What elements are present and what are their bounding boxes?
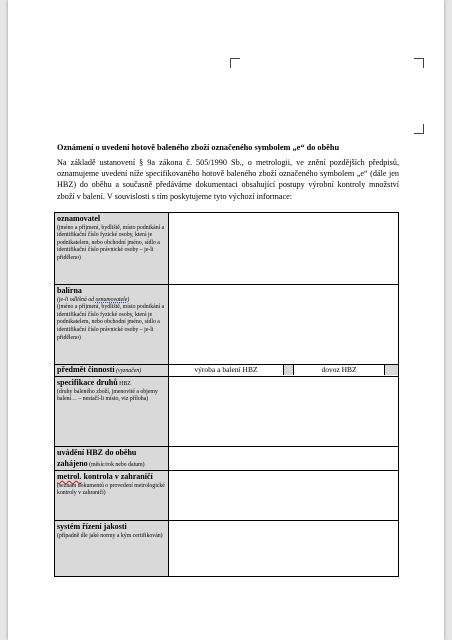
specifikace-desc: (druhy baleného zboží, jmenovité a objemy balení… – nestačí-li místo, viz příloha): [57, 388, 158, 403]
system-desc: (případně dle jaké normy a kým certifikován): [57, 532, 163, 539]
balirna-note-pre: (je-li odlišná od: [57, 296, 96, 303]
document-heading: Oznámení o uvedení hotově baleného zboží označeného symbolem „e“ do oběhu: [57, 143, 340, 152]
crop-mark-top-right: [414, 58, 424, 68]
balirna-input[interactable]: [169, 285, 399, 365]
predmet-title: předmět činnosti: [57, 365, 115, 374]
option-dovoz[interactable]: dovoz HBZ: [294, 365, 386, 375]
oznamovatel-desc: (jméno a příjmení, bydliště, místo podnikání a identifikační číslo fyzické osoby, která je podnikatelem, nebo obchodní jméno, sídlo a identifikační číslo právnické osoby – je-li přiděleno): [57, 224, 165, 261]
label-uvadeni: [55, 447, 169, 471]
metrol-title: [57, 472, 153, 481]
specifikace-input[interactable]: [169, 377, 399, 447]
predmet-options-row: [169, 365, 398, 375]
label-system: [55, 521, 169, 577]
balirna-note: [57, 297, 129, 303]
predmet-options: [169, 365, 399, 377]
label-balirna: [55, 285, 169, 365]
crop-mark-top-left: [230, 58, 240, 68]
predmet-note: (vyznačen): [116, 368, 142, 374]
option-vyroba[interactable]: výroba a balení HBZ: [169, 365, 284, 375]
row-uvadeni: [55, 447, 399, 471]
row-system: [55, 521, 399, 577]
system-input[interactable]: [169, 521, 399, 577]
uvadeni-note: (měsíc/rok nebo datum): [89, 461, 145, 468]
notification-form-table: [54, 212, 399, 577]
metrol-input[interactable]: [169, 471, 399, 521]
metrol-title-mark: metrol.: [57, 472, 82, 482]
specifikace-title-hbz: HBZ: [119, 381, 131, 387]
system-title: systém řízení jakosti: [57, 522, 127, 532]
row-metrol: [55, 471, 399, 521]
crop-mark-bottom-right: [414, 124, 424, 134]
oznamovatel-title: oznamovatel: [57, 214, 101, 223]
metrol-desc: (seznam dokumentů o provedení metrologické kontroly v zahraničí): [57, 482, 165, 497]
label-oznamovatel: [55, 213, 169, 285]
uvadeni-input[interactable]: [169, 447, 399, 471]
uvadeni-title: uvádění HBZ do oběhu zahájeno: [57, 448, 137, 468]
row-oznamovatel: [55, 213, 399, 285]
label-specifikace: [55, 377, 169, 447]
label-predmet: [55, 365, 169, 377]
balirna-note-mark: oznamovatele: [95, 296, 128, 303]
balirna-note-post: ): [127, 296, 130, 303]
label-metrol: [55, 471, 169, 521]
metrol-title-rest: kontrola v zahraničí: [81, 472, 153, 482]
intro-paragraph: Na základě ustanovení § 9a zákona č. 505/1990 Sb., o metrologii, ve znění pozdějších předpisů, oznamujeme uvedení níže specifikovaného hotově baleného zboží označeného symbolem „e“ (dále jen HBZ) do oběhu a současně předáváme dokumentaci obsahující postupy výrobní kontroly množství zboží v balení. V souvislosti s tím poskytujeme tyto výchozí informace:: [57, 158, 399, 201]
balirna-desc: (jméno a příjmení, bydliště, místo podnikání a identifikační číslo fyzické osoby, která je podnikatelem, nebo obchodní jméno, sídlo a identifikační číslo právnické osoby – je-li přiděleno): [57, 304, 165, 341]
option-dovoz-mark[interactable]: [385, 365, 398, 375]
option-vyroba-mark[interactable]: [284, 365, 294, 375]
row-balirna: [55, 285, 399, 365]
oznamovatel-input[interactable]: [169, 213, 399, 285]
row-predmet: [55, 365, 399, 377]
balirna-title: balírna: [57, 286, 82, 295]
row-specifikace: [55, 377, 399, 447]
specifikace-title: specifikace druhů: [57, 378, 118, 387]
